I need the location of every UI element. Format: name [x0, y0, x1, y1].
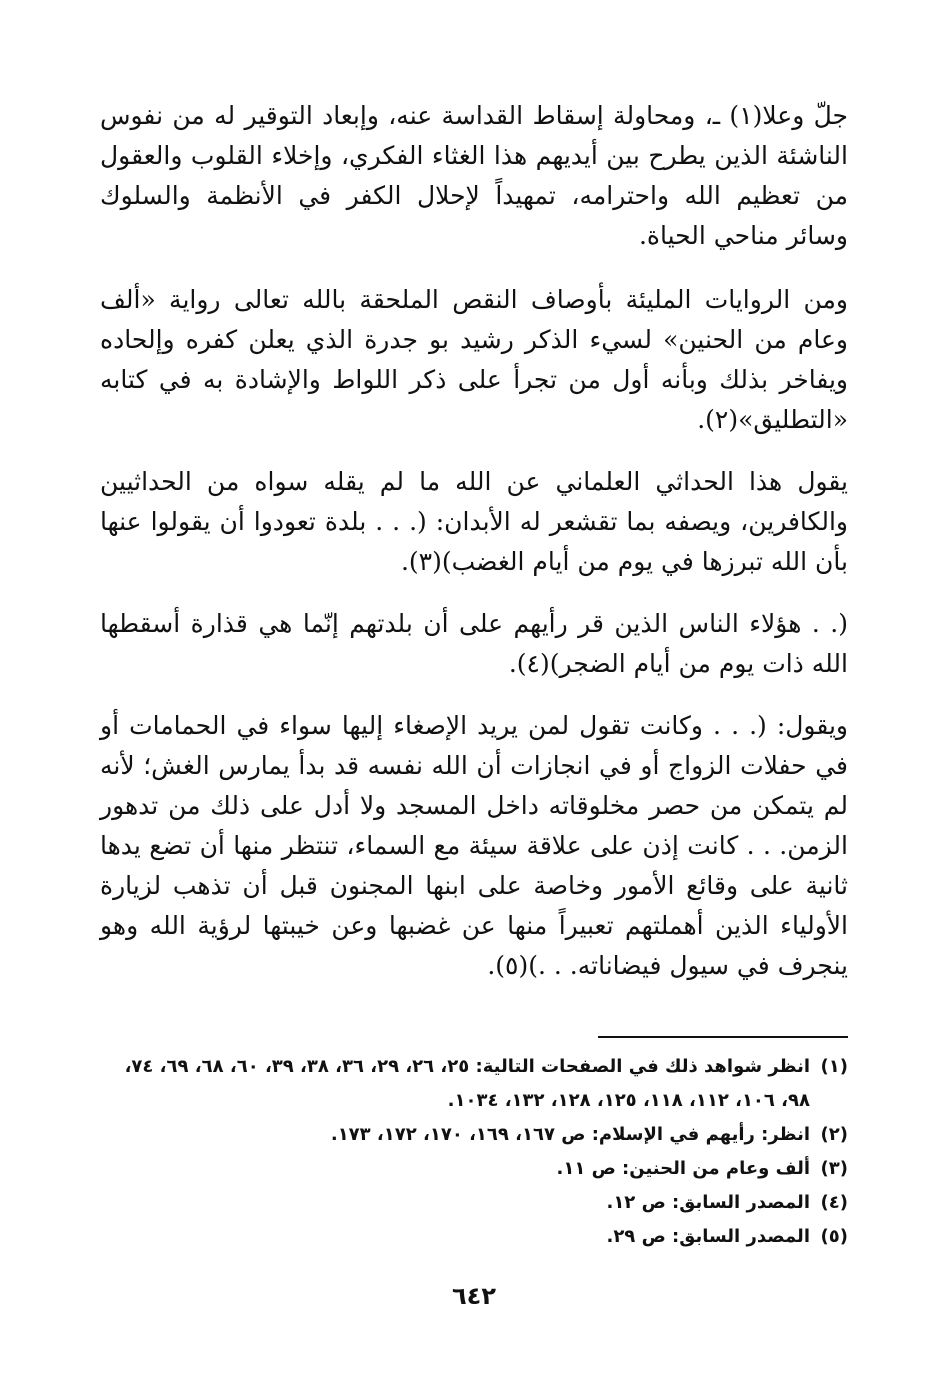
footnote-number: (٤) [820, 1192, 848, 1213]
footnotes [100, 1036, 848, 1254]
footnote-text: المصدر السابق: ص ١٢. [606, 1192, 810, 1213]
paragraph-4: (. . هؤلاء الناس الذين قر رأيهم على أن بلدتهم إنّما هي قذارة أسقطها الله ذات يوم من أيام الضجر)(٤). [100, 609, 848, 678]
page-number: ٦٤٢ [452, 1282, 496, 1310]
main-text [100, 96, 848, 1008]
footnote-number: (١) [820, 1056, 848, 1077]
footnote-number: (٥) [820, 1226, 848, 1247]
footnote-1 [100, 1050, 848, 1118]
paragraph-1: جلّ وعلا(١) ـ، ومحاولة إسقاط القداسة عنه، وإبعاد التوقير له من نفوس الناشئة الذين يطرح بين أيديهم هذا الغثاء الفكري، وإخلاء القلوب والعقول من تعظيم الله واحترامه، تمهيداً لإحلال الكفر في الأنظمة والسلوك وسائر مناحي الحياة. [100, 101, 849, 250]
footnote-text: انظر: رأيهم في الإسلام: ص ١٦٧، ١٦٩، ١٧٠، ١٧٢، ١٧٣. [330, 1124, 810, 1145]
footnote-3 [100, 1152, 848, 1186]
footnote-divider [598, 1036, 848, 1038]
footnote-text: المصدر السابق: ص ٢٩. [606, 1226, 810, 1247]
footnote-number: (٣) [820, 1158, 848, 1179]
paragraph-5: ويقول: (. . . وكانت تقول لمن يريد الإصغاء إليها سواء في الحمامات أو في حفلات الزواج أو في انجازات أن الله نفسه قد بدأ يمارس الغش؛ لأنه لم يتمكن من حصر مخلوقاته داخل المسجد ولا أدل على ذلك من تدهور الزمن. . . كانت إذن على علاقة سيئة مع السماء، تنتظر منها أن تضع يدها ثانية على وقائع الأمور وخاصة على ابنها المجنون قبل أن تذهب لزيارة الأولياء الذين أهملتهم تعبيراً منها عن غضبها وعن خيبتها لرؤية الله وهو ينجرف في سيول فيضاناته. . .)(٥). [100, 711, 848, 980]
footnote-text: انظر شواهد ذلك في الصفحات التالية: ٢٥، ٢٦، ٢٩، ٣٦، ٣٨، ٣٩، ٦٠، ٦٨، ٦٩، ٧٤، ٩٨، ١٠٦، ١١٢، ١١٨، ١٢٥، ١٢٨، ١٣٢، ١٠٣٤. [124, 1056, 810, 1111]
footnote-text: ألف وعام من الحنين: ص ١١. [556, 1158, 810, 1179]
footnote-5 [100, 1220, 848, 1254]
footnote-2 [100, 1118, 848, 1152]
paragraph-2: ومن الروايات المليئة بأوصاف النقص الملحقة بالله تعالى رواية «ألف وعام من الحنين» لسيء الذكر رشيد بو جدرة الذي يعلن كفره وإلحاده ويفاخر بذلك وبأنه أول من تجرأ على ذكر اللواط والإشادة به في كتابه «التطليق»(٢). [100, 285, 848, 434]
footnote-number: (٢) [820, 1124, 848, 1145]
footnote-4 [100, 1186, 848, 1220]
paragraph-3: يقول هذا الحداثي العلماني عن الله ما لم يقله سواه من الحداثيين والكافرين، ويصفه بما تقشعر له الأبدان: (. . . بلدة تعودوا أن يقولوا عنها بأن الله تبرزها في يوم من أيام الغضب)(٣). [100, 467, 848, 576]
